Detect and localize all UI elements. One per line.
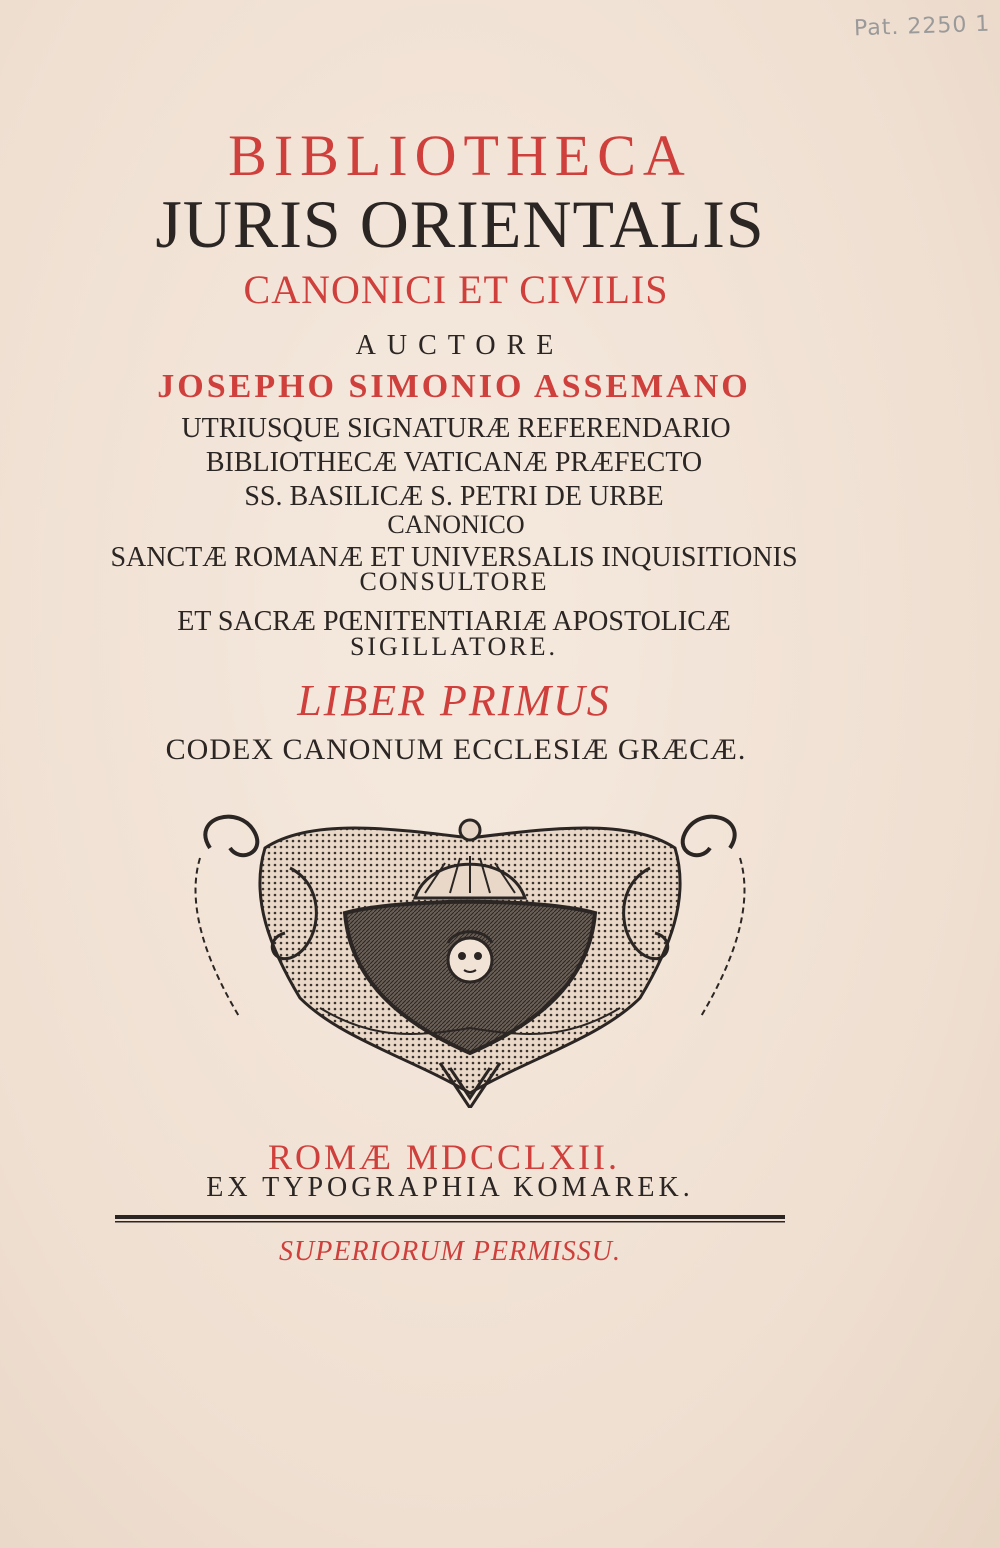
shelfmark: Pat. 2250 1 xyxy=(853,11,991,42)
title-line-2: JURIS ORIENTALIS xyxy=(155,186,765,262)
author-title-4: CANONICO xyxy=(387,510,525,539)
title-line-1: BIBLIOTHECA xyxy=(228,123,692,188)
author-title-2: BIBLIOTHECÆ VATICANÆ PRÆFECTO xyxy=(205,447,703,478)
double-rule-divider xyxy=(115,1214,785,1224)
author-title-8: SIGILLATORE. xyxy=(349,632,559,661)
author-title-7: ET SACRÆ PŒNITENTIARIÆ APOSTOLICÆ xyxy=(177,606,731,637)
author-title-1: UTRIUSQUE SIGNATURÆ REFERENDARIO xyxy=(181,413,731,444)
title-line-3: CANONICI ET CIVILIS xyxy=(243,267,669,312)
imprint-printer: EX TYPOGRAPHIA KOMAREK. xyxy=(206,1172,694,1203)
liber-heading: LIBER PRIMUS xyxy=(297,676,611,725)
author-name: JOSEPHO SIMONIO ASSEMANO xyxy=(157,368,751,405)
author-title-6: CONSULTORE xyxy=(359,567,549,596)
author-title-3: SS. BASILICÆ S. PETRI DE URBE xyxy=(244,481,664,512)
codex-subtitle: CODEX CANONUM ECCLESIÆ GRÆCÆ. xyxy=(165,733,747,766)
author-title-5: SANCTÆ ROMANÆ ET UNIVERSALIS INQUISITIONIS xyxy=(110,542,798,573)
ornament-vignette xyxy=(170,808,770,1108)
imprint-permission: SUPERIORUM PERMISSU. xyxy=(279,1236,621,1267)
imprint-place-year: ROMÆ MDCCLXII. xyxy=(267,1137,621,1177)
author-label: AUCTORE xyxy=(355,330,565,361)
